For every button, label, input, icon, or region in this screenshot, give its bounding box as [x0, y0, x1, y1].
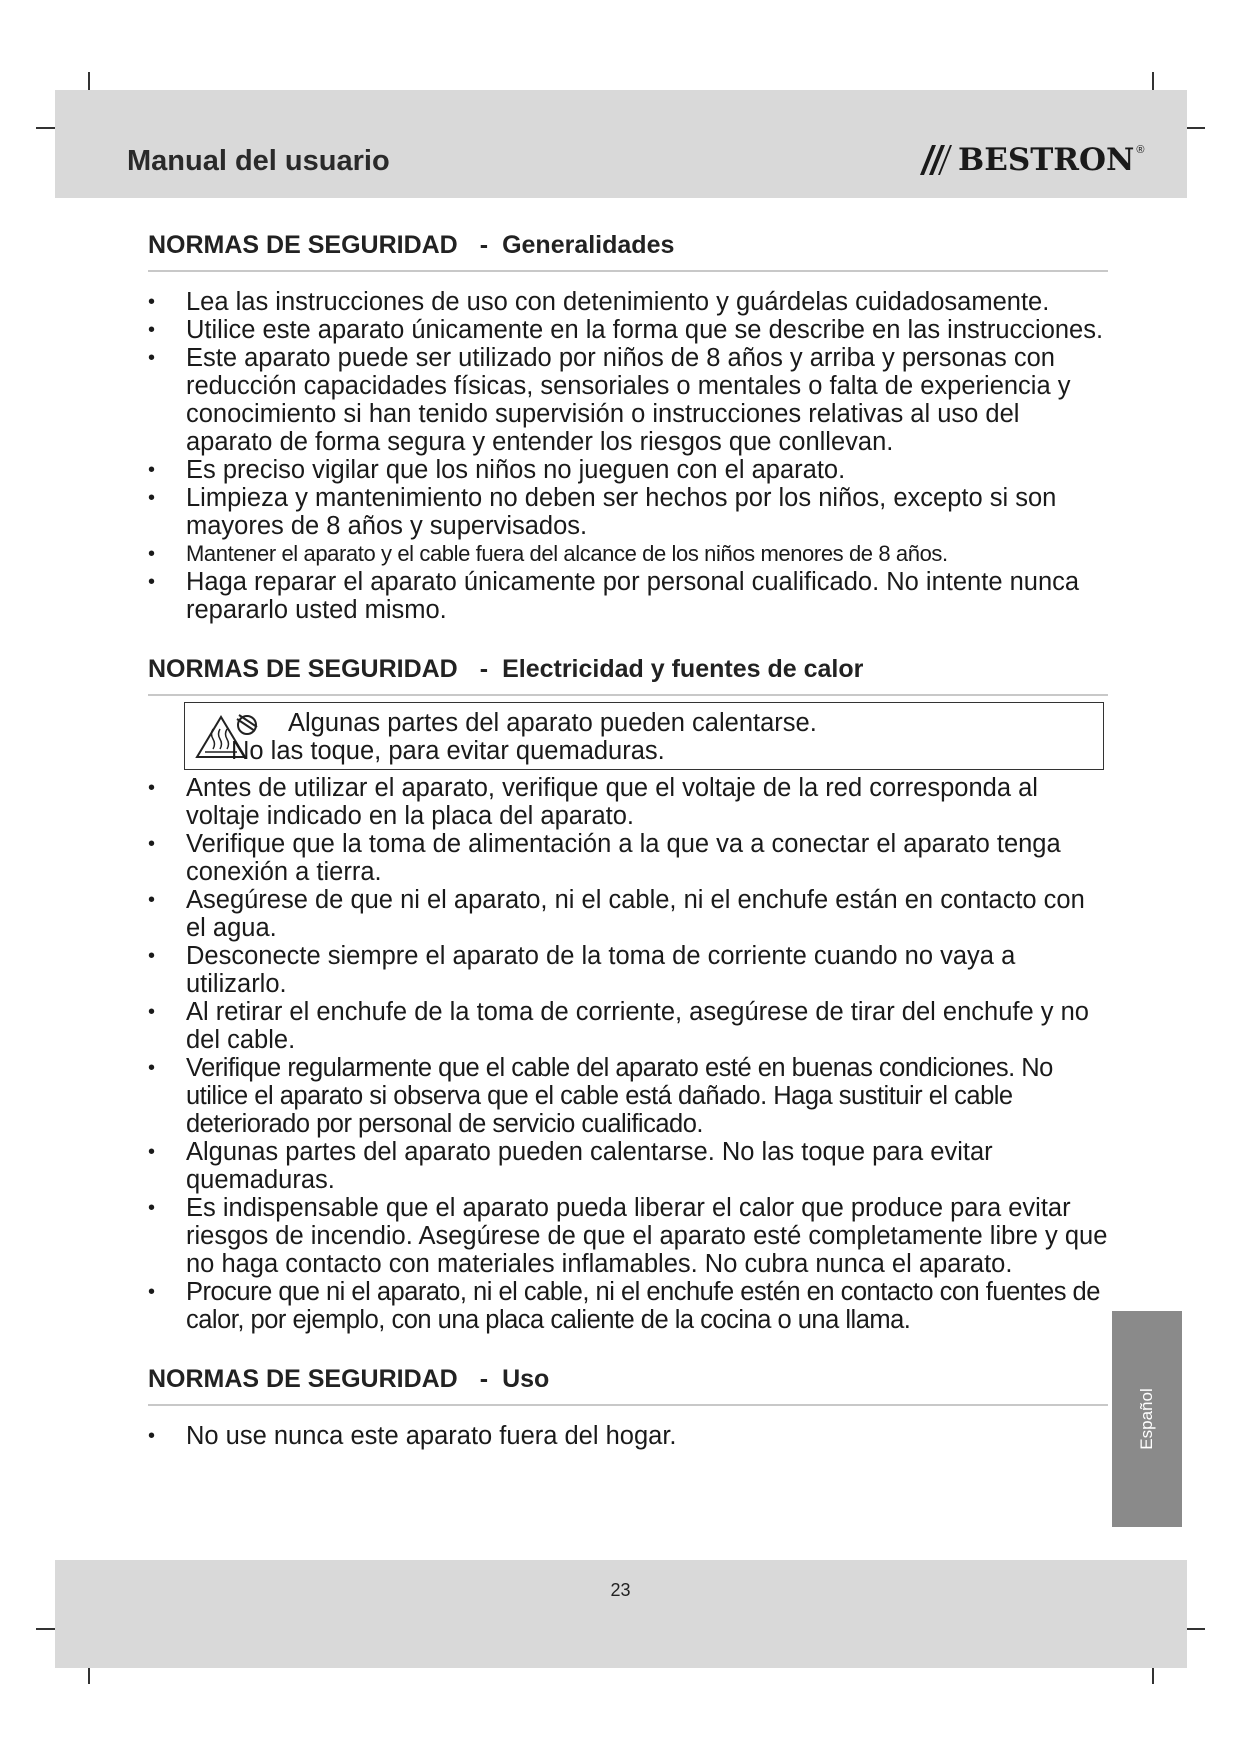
- section-electricity: [148, 650, 1108, 1334]
- section-title: [148, 226, 1108, 272]
- main-content: [148, 226, 1108, 1450]
- section-title-sep: -: [479, 231, 489, 259]
- section-title: [148, 1360, 1108, 1406]
- list-item: • Utilice este aparato únicamente en la forma que se describe en las instrucciones.: [148, 316, 1108, 344]
- section-title-sub: Electricidad y fuentes de calor: [502, 655, 864, 683]
- section-title-sep: -: [479, 1365, 489, 1393]
- bestron-logo-icon: [918, 141, 952, 179]
- list-item: • Este aparato puede ser utilizado por niños de 8 años y arriba y personas con reducción capacidades físicas, sensoriales o mentales o falta de experiencia y conocimiento si han tenido supervisión o instrucciones relativas al uso del aparato de forma segura y entender los riesgos que conllevan.: [148, 344, 1108, 456]
- list-item: • Verifique que la toma de alimentación a la que va a conectar el aparato tenga conexión a tierra.: [148, 830, 1108, 886]
- warning-box: [184, 702, 1104, 770]
- registered-mark: ®: [1136, 144, 1145, 156]
- warning-text-line2: No las toque, para evitar quemaduras.: [231, 737, 665, 765]
- section-general: [148, 226, 1108, 624]
- safety-list: [148, 774, 1108, 1334]
- warning-text-line1: Algunas partes del aparato pueden calentarse.: [288, 709, 817, 737]
- section-title-sub: Generalidades: [502, 231, 675, 259]
- list-item: • Mantener el aparato y el cable fuera del alcance de los niños menores de 8 años.: [148, 540, 1108, 568]
- list-item: • Al retirar el enchufe de la toma de corriente, asegúrese de tirar del enchufe y no del cable.: [148, 998, 1108, 1054]
- list-item: • Asegúrese de que ni el aparato, ni el cable, ni el enchufe están en contacto con el agua.: [148, 886, 1108, 942]
- list-item: • Procure que ni el aparato, ni el cable, ni el enchufe estén en contacto con fuentes de calor, por ejemplo, con una placa caliente de la cocina o una llama.: [148, 1278, 1108, 1334]
- list-item: • Lea las instrucciones de uso con detenimiento y guárdelas cuidadosamente.: [148, 288, 1108, 316]
- list-item: • Limpieza y mantenimiento no deben ser hechos por los niños, excepto si son mayores de 8 años y supervisados.: [148, 484, 1108, 540]
- section-use: [148, 1360, 1108, 1450]
- language-tab-label: Español: [1137, 1388, 1156, 1450]
- list-item: • Desconecte siempre el aparato de la toma de corriente cuando no vaya a utilizarlo.: [148, 942, 1108, 998]
- section-title: [148, 650, 1108, 696]
- safety-list: [148, 288, 1108, 624]
- footer-band: [55, 1560, 1187, 1668]
- list-item: • Es preciso vigilar que los niños no jueguen con el aparato.: [148, 456, 1108, 484]
- section-title-sep: -: [479, 655, 489, 683]
- safety-list: [148, 1422, 1108, 1450]
- brand-name: BESTRON: [958, 142, 1135, 178]
- section-title-main: NORMAS DE SEGURIDAD: [148, 655, 458, 683]
- page-title: Manual del usuario: [127, 145, 390, 177]
- section-title-main: NORMAS DE SEGURIDAD: [148, 1365, 458, 1393]
- list-item: • Es indispensable que el aparato pueda liberar el calor que produce para evitar riesgos de incendio. Asegúrese de que el aparato esté completamente libre y que no haga contacto con materiales inflamables. No cubra nunca el aparato.: [148, 1194, 1108, 1278]
- section-title-sub: Uso: [502, 1365, 550, 1393]
- section-title-main: NORMAS DE SEGURIDAD: [148, 231, 458, 259]
- language-tab: [1112, 1311, 1182, 1527]
- list-item: • No use nunca este aparato fuera del hogar.: [148, 1422, 1108, 1450]
- list-item: • Haga reparar el aparato únicamente por personal cualificado. No intente nunca repararlo usted mismo.: [148, 568, 1108, 624]
- list-item: • Verifique regularmente que el cable del aparato esté en buenas condiciones. No utilice el aparato si observa que el cable está dañado. Haga sustituir el cable deteriorado por personal de servicio cualificado.: [148, 1054, 1108, 1138]
- list-item: • Algunas partes del aparato pueden calentarse. No las toque para evitar quemaduras.: [148, 1138, 1108, 1194]
- page-number: 23: [610, 1580, 631, 1600]
- list-item: • Antes de utilizar el aparato, verifique que el voltaje de la red corresponda al voltaje indicado en la placa del aparato.: [148, 774, 1108, 830]
- brand-logo: [918, 141, 1145, 179]
